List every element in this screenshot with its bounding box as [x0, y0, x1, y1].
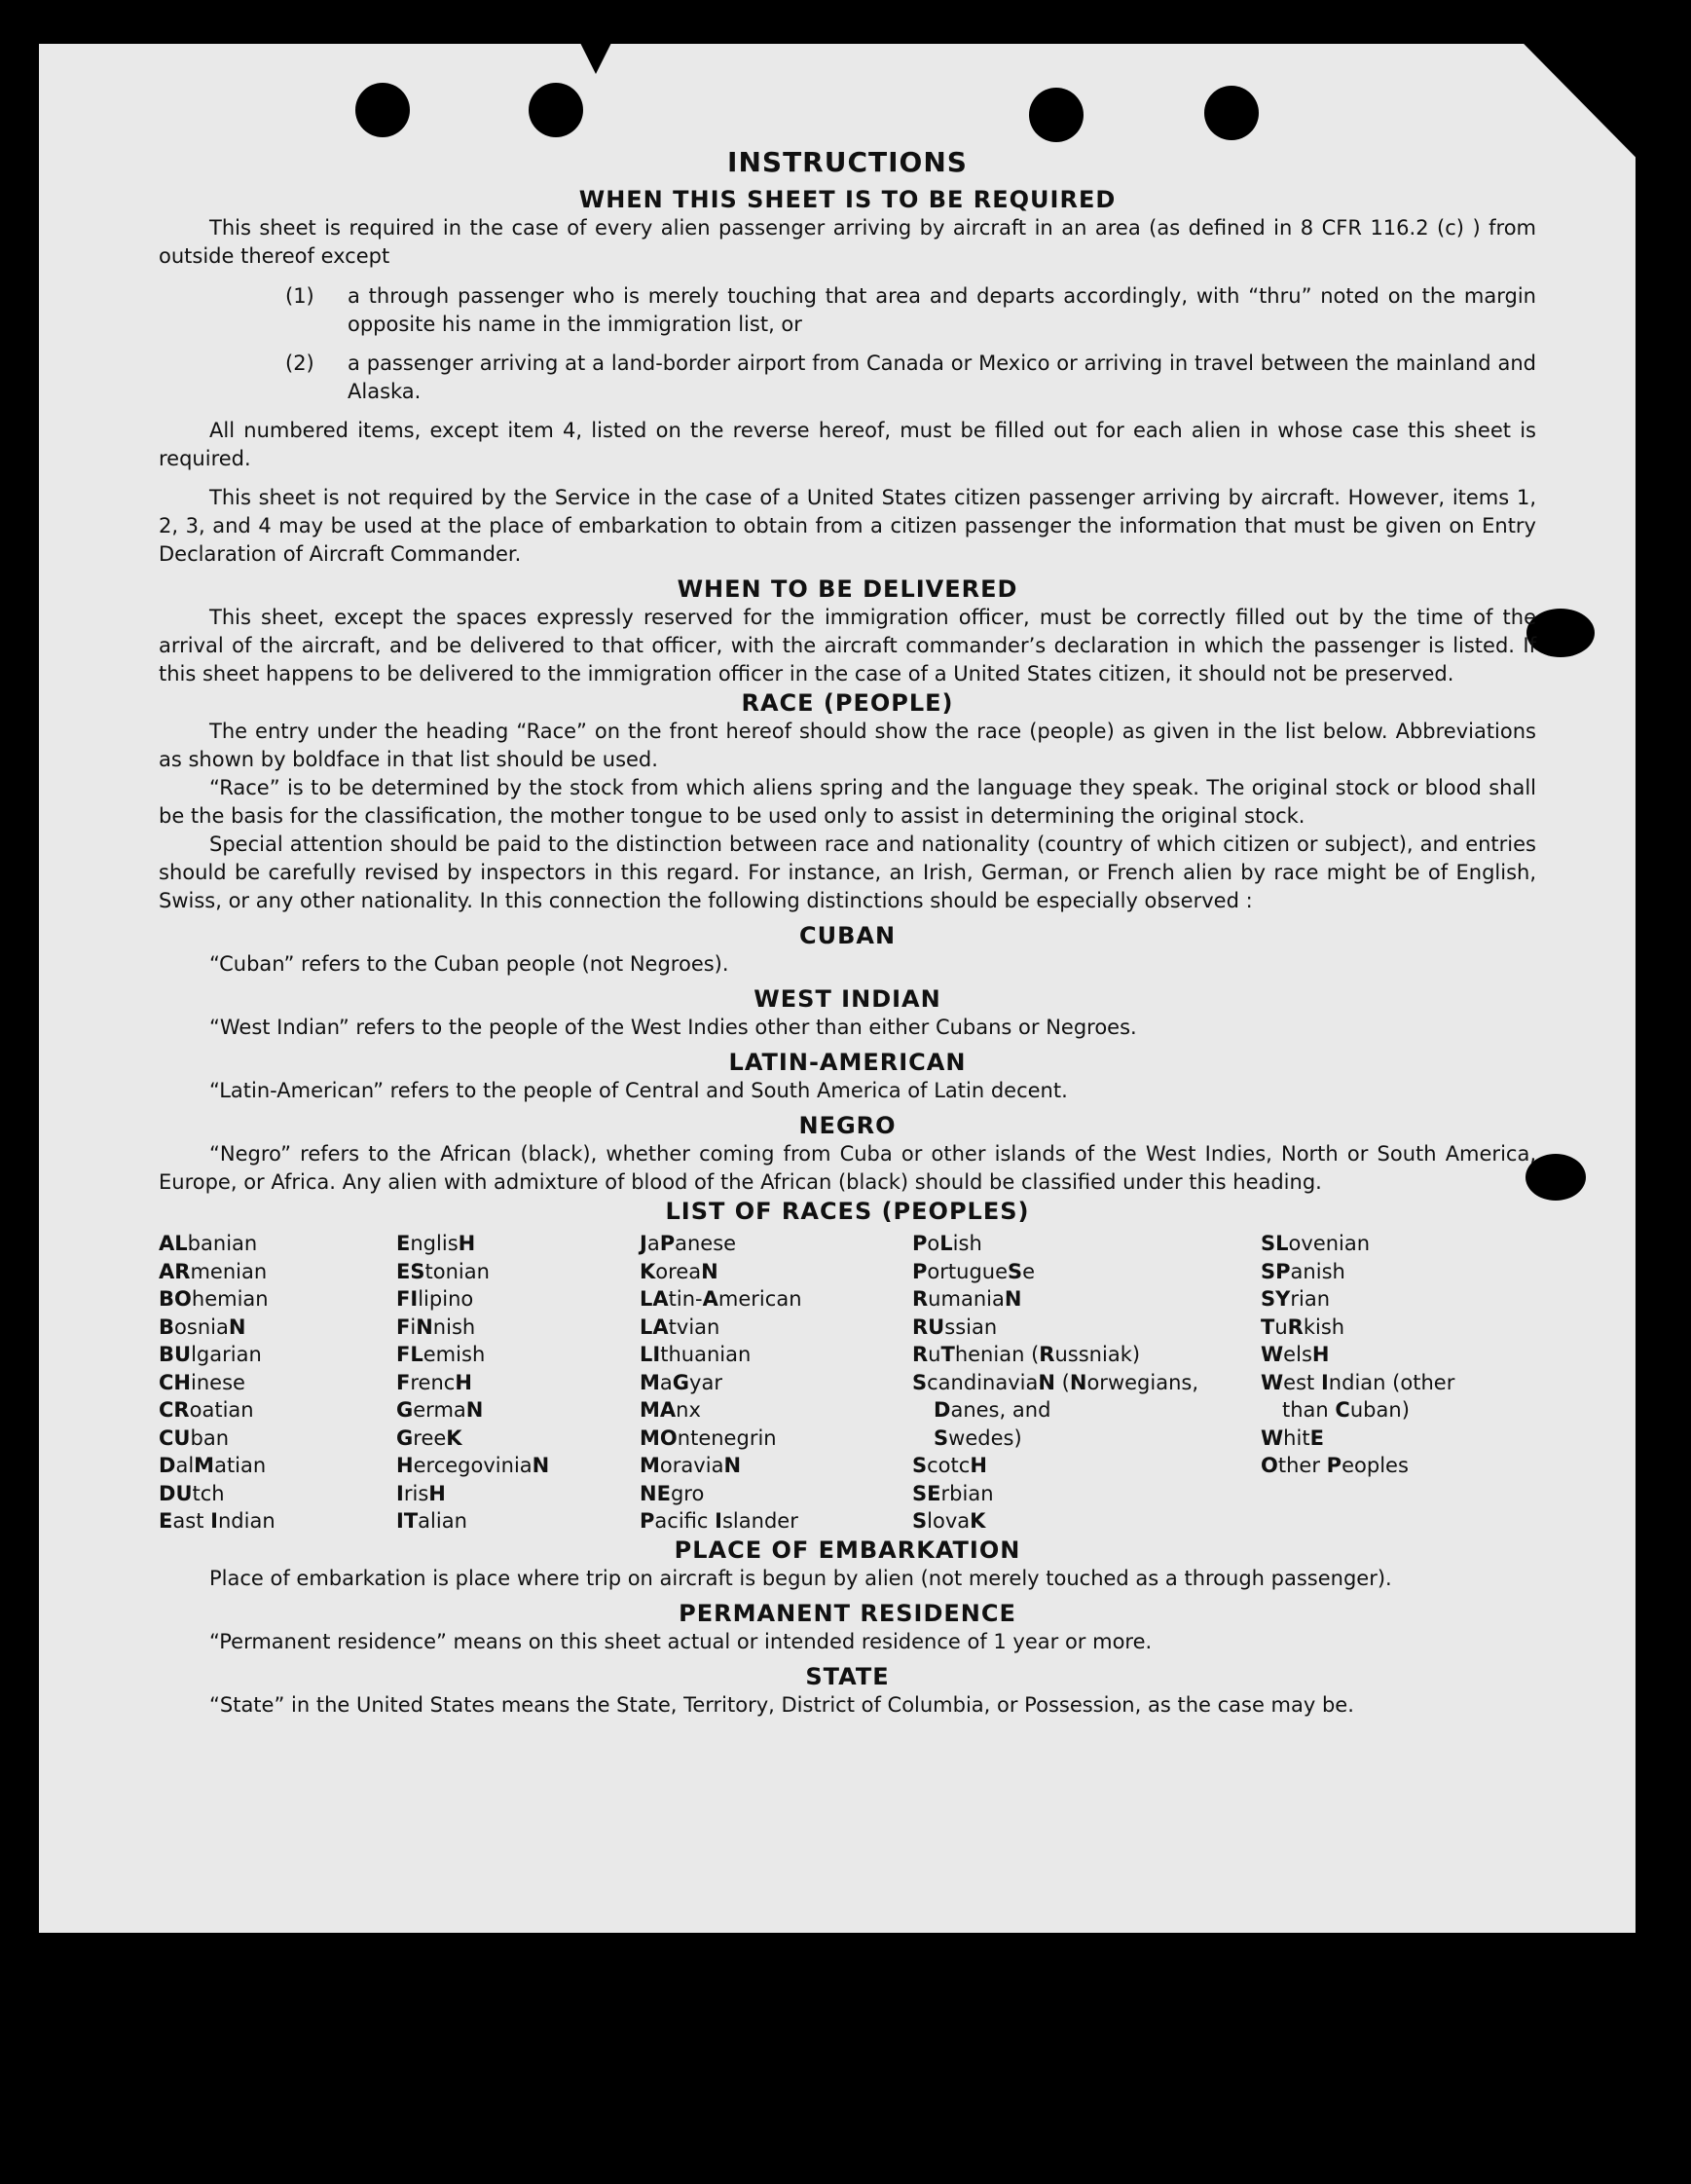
ink-blot	[1526, 609, 1595, 657]
race-entry: FLemish	[396, 1343, 486, 1366]
race-entry: MaGyar	[640, 1370, 722, 1394]
race-entry: ITalian	[396, 1509, 467, 1533]
race-entry: SYrian	[1261, 1287, 1331, 1311]
item-text: a through passenger who is merely touching that area and departs accordingly, with “thru” noted on the margin opposite his name in the immigration list, or	[348, 284, 1536, 336]
paragraph: “West Indian” refers to the people of the West Indies other than either Cubans or Negroes.	[209, 1016, 1137, 1039]
race-entry: FiNnish	[396, 1314, 476, 1339]
race-entry: DUtch	[159, 1481, 225, 1505]
race-entry: GermaN	[396, 1398, 484, 1422]
paragraph: “Cuban” refers to the Cuban people (not Negroes).	[209, 952, 729, 976]
race-entry: TuRkish	[1261, 1314, 1345, 1339]
race-entry: PoLish	[912, 1232, 982, 1255]
race-entry: IrisH	[396, 1481, 446, 1505]
race-entry: Swedes)	[934, 1425, 1022, 1450]
race-entry: RumaniaN	[912, 1287, 1022, 1311]
paragraph: “Latin-American” refers to the people of Central and South America of Latin decent.	[209, 1079, 1068, 1102]
section-heading-race: RACE (PEOPLE)	[741, 689, 954, 717]
race-entry: FrencH	[396, 1370, 472, 1394]
race-entry: MoraviaN	[640, 1454, 742, 1477]
paragraph: “Negro” refers to the African (black), whether coming from Cuba or other islands of the West Indies, North or South America, Europe, or Africa. Any alien with admixture of blood of the African (black) should be classified under this heading.	[159, 1142, 1536, 1194]
punch-hole	[529, 83, 583, 137]
section-heading-required: WHEN THIS SHEET IS TO BE REQUIRED	[578, 186, 1117, 213]
race-entry: KoreaN	[640, 1259, 718, 1283]
paragraph: This sheet is required in the case of every alien passenger arriving by aircraft in an area (as defined in 8 CFR 116.2 (c) ) from outside thereof except	[159, 216, 1536, 268]
race-entry: BUlgarian	[159, 1343, 262, 1366]
race-entry: Other Peoples	[1261, 1454, 1409, 1477]
race-entry: LAtin-American	[640, 1287, 802, 1311]
list-item	[285, 350, 1536, 406]
race-entry: ARmenian	[159, 1259, 268, 1283]
section-heading-west-indian: WEST INDIAN	[754, 985, 941, 1013]
section-heading-permanent-residence: PERMANENT RESIDENCE	[679, 1599, 1016, 1627]
section-heading-list-of-races: LIST OF RACES (PEOPLES)	[665, 1198, 1030, 1225]
instructions-content	[159, 146, 1536, 1720]
race-entry: PortugueSe	[912, 1259, 1036, 1283]
paragraph: “Race” is to be determined by the stock from which aliens spring and the language they speak. The original stock or blood shall be the basis for the classification, the mother tongue to be used only to assist in determining the original stock.	[159, 776, 1536, 828]
race-entry: ALbanian	[159, 1232, 258, 1255]
paragraph: Special attention should be paid to the distinction between race and nationality (country of which citizen or subject), and entries should be carefully revised by inspectors in this regard. For instance, an Irish, German, or French alien by race might be of English, Swiss, or any other nationality. In this connection the following distinctions should be especially observed :	[159, 833, 1536, 912]
paper-notch	[578, 39, 613, 74]
races-column	[159, 1230, 396, 1536]
races-column	[1261, 1230, 1536, 1536]
race-entry: LAtvian	[640, 1314, 720, 1339]
punch-hole	[355, 83, 410, 137]
races-column	[640, 1230, 912, 1536]
item-number: (1)	[285, 284, 314, 308]
race-entry: EStonian	[396, 1259, 490, 1283]
paragraph: The entry under the heading “Race” on the front hereof should show the race (people) as given in the list below. Abbreviations as shown by boldface in that list should be used.	[159, 720, 1536, 771]
paragraph: This sheet, except the spaces expressly reserved for the immigration officer, must be correctly filled out by the time of the arrival of the aircraft, and be delivered to that officer, with the aircraft commander’s declaration in which the passenger is listed. If this sheet happens to be delivered to the immigration officer in the case of a United States citizen, it should not be preserved.	[159, 606, 1536, 685]
race-entry: East Indian	[159, 1509, 276, 1533]
race-entry: LIthuanian	[640, 1343, 752, 1366]
race-entry: EnglisH	[396, 1232, 476, 1255]
race-entry: BosniaN	[159, 1314, 246, 1339]
race-entry: than Cuban)	[1282, 1398, 1410, 1422]
paragraph: All numbered items, except item 4, listed on the reverse hereof, must be filled out for each alien in whose case this sheet is required.	[159, 419, 1536, 470]
paragraph: Place of embarkation is place where trip on aircraft is begun by alien (not merely touched as a through passenger).	[209, 1566, 1392, 1590]
section-heading-cuban: CUBAN	[798, 922, 897, 949]
punch-hole	[1029, 88, 1084, 142]
race-entry: Pacifc Islander	[640, 1509, 798, 1533]
race-entry: ScotcH	[912, 1454, 987, 1477]
section-heading-delivered: WHEN TO BE DELIVERED	[677, 575, 1018, 603]
race-entry: SPanish	[1261, 1259, 1345, 1283]
race-entry: SErbian	[912, 1481, 994, 1505]
race-entry: SLovenian	[1261, 1232, 1371, 1255]
race-entry: Danes, and	[934, 1398, 1051, 1422]
section-heading-state: STATE	[805, 1662, 890, 1690]
race-entry: ScandinaviaN (Norwegians,	[912, 1370, 1199, 1394]
paragraph: “State” in the United States means the State, Territory, District of Columbia, or Possession, as the case may be.	[209, 1692, 1354, 1717]
section-heading-negro: NEGRO	[798, 1112, 897, 1139]
race-entry: CHinese	[159, 1370, 245, 1394]
section-heading-place-of-embarkation: PLACE OF EMBARKATION	[674, 1536, 1021, 1564]
race-entry: JaPanese	[640, 1232, 737, 1255]
item-text: a passenger arriving at a land-border airport from Canada or Mexico or arriving in travel between the mainland and Alaska.	[348, 352, 1536, 403]
list-item	[285, 282, 1536, 339]
race-entry: RUssian	[912, 1314, 998, 1339]
race-entry: NEgro	[640, 1481, 705, 1505]
paragraph: This sheet is not required by the Service in the case of a United States citizen passenger arriving by aircraft. However, items 1, 2, 3, and 4 may be used at the place of embarkation to obtain from a citizen passenger the information that must be given on Entry Declaration of Aircraft Commander.	[159, 486, 1536, 566]
race-entry: West Indian (other	[1261, 1370, 1455, 1394]
race-entry: BOhemian	[159, 1287, 269, 1311]
race-entry: RuThenian (Russniak)	[912, 1343, 1141, 1366]
race-entry: MAnx	[640, 1398, 701, 1422]
races-column	[396, 1230, 640, 1536]
race-entry: CUban	[159, 1425, 230, 1450]
punch-hole	[1204, 86, 1259, 140]
race-entry: CRoatian	[159, 1398, 254, 1422]
item-number: (2)	[285, 352, 314, 375]
race-entry: MOntenegrin	[640, 1425, 777, 1450]
section-heading-latin-american: LATIN-AMERICAN	[728, 1049, 967, 1076]
race-entry: WhitE	[1261, 1425, 1324, 1450]
races-table	[159, 1230, 1536, 1536]
race-entry: DalMatian	[159, 1454, 267, 1477]
race-entry: GreeK	[396, 1425, 462, 1450]
race-entry: FIlipino	[396, 1287, 474, 1311]
race-entry: WelsH	[1261, 1343, 1330, 1366]
race-entry: SlovaK	[912, 1509, 986, 1533]
races-column	[912, 1230, 1261, 1536]
page-title: INSTRUCTIONS	[727, 146, 968, 178]
paragraph: “Permanent residence” means on this sheet actual or intended residence of 1 year or more.	[209, 1629, 1153, 1653]
race-entry: HercegoviniaN	[396, 1454, 550, 1477]
